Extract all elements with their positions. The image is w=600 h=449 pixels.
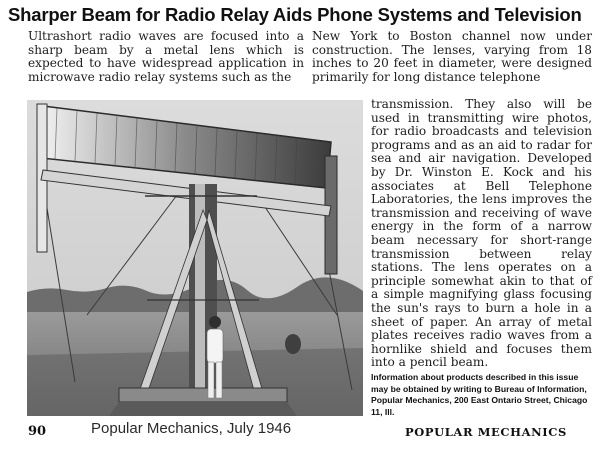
page-number: 90 [28, 424, 47, 439]
article-title: Sharper Beam for Radio Relay Aids Phone Systems and Television [8, 4, 582, 25]
article-column-3 [371, 98, 592, 370]
article-column-2 [312, 30, 592, 84]
info-note: Information about products described in this issue may be obtained by writing to Bureau of Information, Popular Mechanics, 200 East Ontario Street, Chicago 11, Ill. [371, 372, 588, 417]
source-caption: Popular Mechanics, July 1946 [91, 420, 292, 437]
article-column-1 [28, 30, 304, 84]
article-text-col2: New York to Boston channel now under construction. The lenses, varying from 18 inches to 20 feet in diameter, were designed primarily for long distance telephone [312, 29, 592, 84]
lens-antenna-photo [27, 100, 363, 416]
magazine-name: POPULAR MECHANICS [405, 425, 567, 439]
article-text-col1: Ultrashort radio waves are focused into a sharp beam by a metal lens which is expected to have widespread application in microwave radio relay systems such as the [28, 29, 304, 84]
article-text-col3: transmission. They also will be used in transmitting wire photos, for radio broadcasts and television programs and as an aid to radar for sea and air navigation. Developed by Dr. Winston E. Kock and his associates at Bell Telephone Laboratories, the lens improves the transmission and receiving of wave energy in the form of a narrow beam necessary for short-range transmission between relay stations. The lens operates on a principle somewhat akin to that of a simple magnifying glass focusing the sun's rays to burn a hole in a sheet of paper. An array of metal plates receives radio waves from a hornlike shield and focuses them into a pencil beam. [371, 97, 592, 370]
